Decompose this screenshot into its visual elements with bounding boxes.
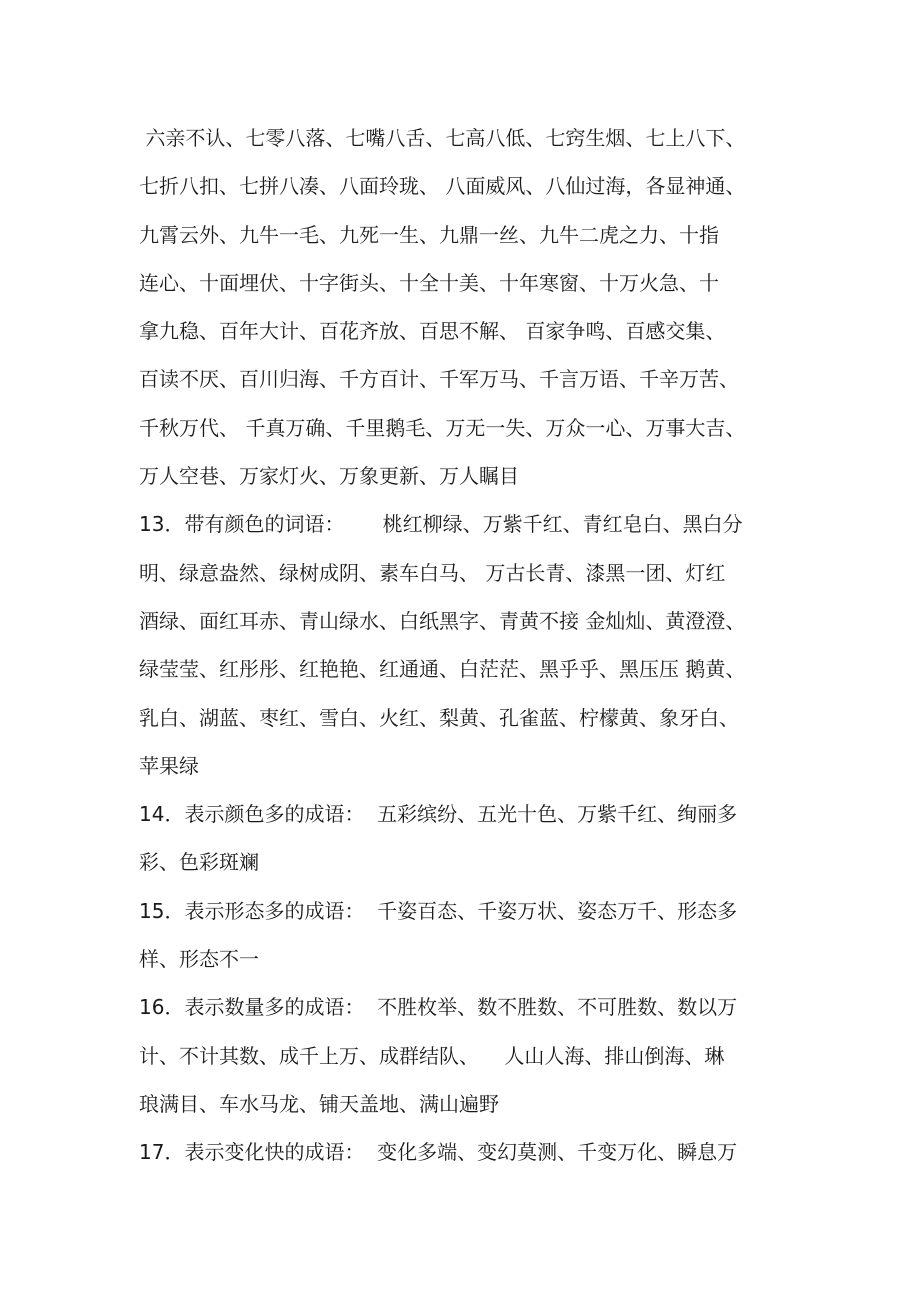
text-line: 千秋万代、 千真万确、千里鹅毛、万无一失、万众一心、万事大吉、	[139, 415, 746, 440]
text-line: 百读不厌、百川归海、千方百计、千军万马、千言万语、千辛万苦、	[139, 367, 739, 392]
document-text	[139, 114, 789, 1177]
text-line: 明、绿意盎然、绿树成阴、素车白马、 万古长青、漆黑一团、灯红	[139, 560, 726, 585]
text-line: 乳白、湖蓝、枣红、雪白、火红、梨黄、孔雀蓝、柠檬黄、象牙白、	[139, 705, 739, 730]
text-line: 琅满目、车水马龙、铺天盖地、满山遍野	[139, 1091, 499, 1116]
section-16-heading-line: 16．表示数量多的成语： 不胜枚举、数不胜数、不可胜数、数以万	[139, 995, 738, 1020]
section-15-heading-line: 15．表示形态多的成语： 千姿百态、千姿万状、姿态万千、形态多	[139, 898, 738, 923]
section-14-heading-line: 14．表示颜色多的成语： 五彩缤纷、五光十色、万紫千红、绚丽多	[139, 802, 738, 827]
text-line: 样、形态不一	[139, 947, 259, 972]
text-line: 万人空巷、万家灯火、万象更新、万人瞩目	[139, 464, 519, 489]
text-line: 七折八扣、七拼八凑、八面玲珑、 八面威风、八仙过海，各显神通、	[139, 174, 746, 199]
text-line: 九霄云外、九牛一毛、九死一生、九鼎一丝、九牛二虎之力、十指	[139, 222, 719, 247]
section-17-heading-line: 17．表示变化快的成语： 变化多端、变幻莫测、千变万化、瞬息万	[139, 1140, 738, 1165]
text-line: 连心、十面埋伏、十字街头、十全十美、十年寒窗、十万火急、十	[139, 270, 719, 295]
text-line: 计、不计其数、成千上万、成群结队、 人山人海、排山倒海、琳	[139, 1043, 725, 1068]
text-line: 拿九稳、百年大计、百花齐放、百思不解、 百家争鸣、百感交集、	[139, 319, 726, 344]
text-line: 六亲不认、七零八落、七嘴八舌、七高八低、七窍生烟、七上八下、	[139, 126, 746, 150]
text-line: 彩、色彩斑斓	[139, 850, 259, 875]
text-line: 苹果绿	[139, 753, 199, 778]
text-line: 酒绿、面红耳赤、青山绿水、白纸黑字、青黄不接 金灿灿、黄澄澄、	[139, 608, 746, 633]
text-line: 绿莹莹、红彤彤、红艳艳、红通通、白茫茫、黑乎乎、黑压压 鹅黄、	[139, 657, 746, 682]
section-13-heading-line: 13．带有颜色的词语： 桃红柳绿、万紫千红、青红皂白、黑白分	[139, 512, 743, 537]
